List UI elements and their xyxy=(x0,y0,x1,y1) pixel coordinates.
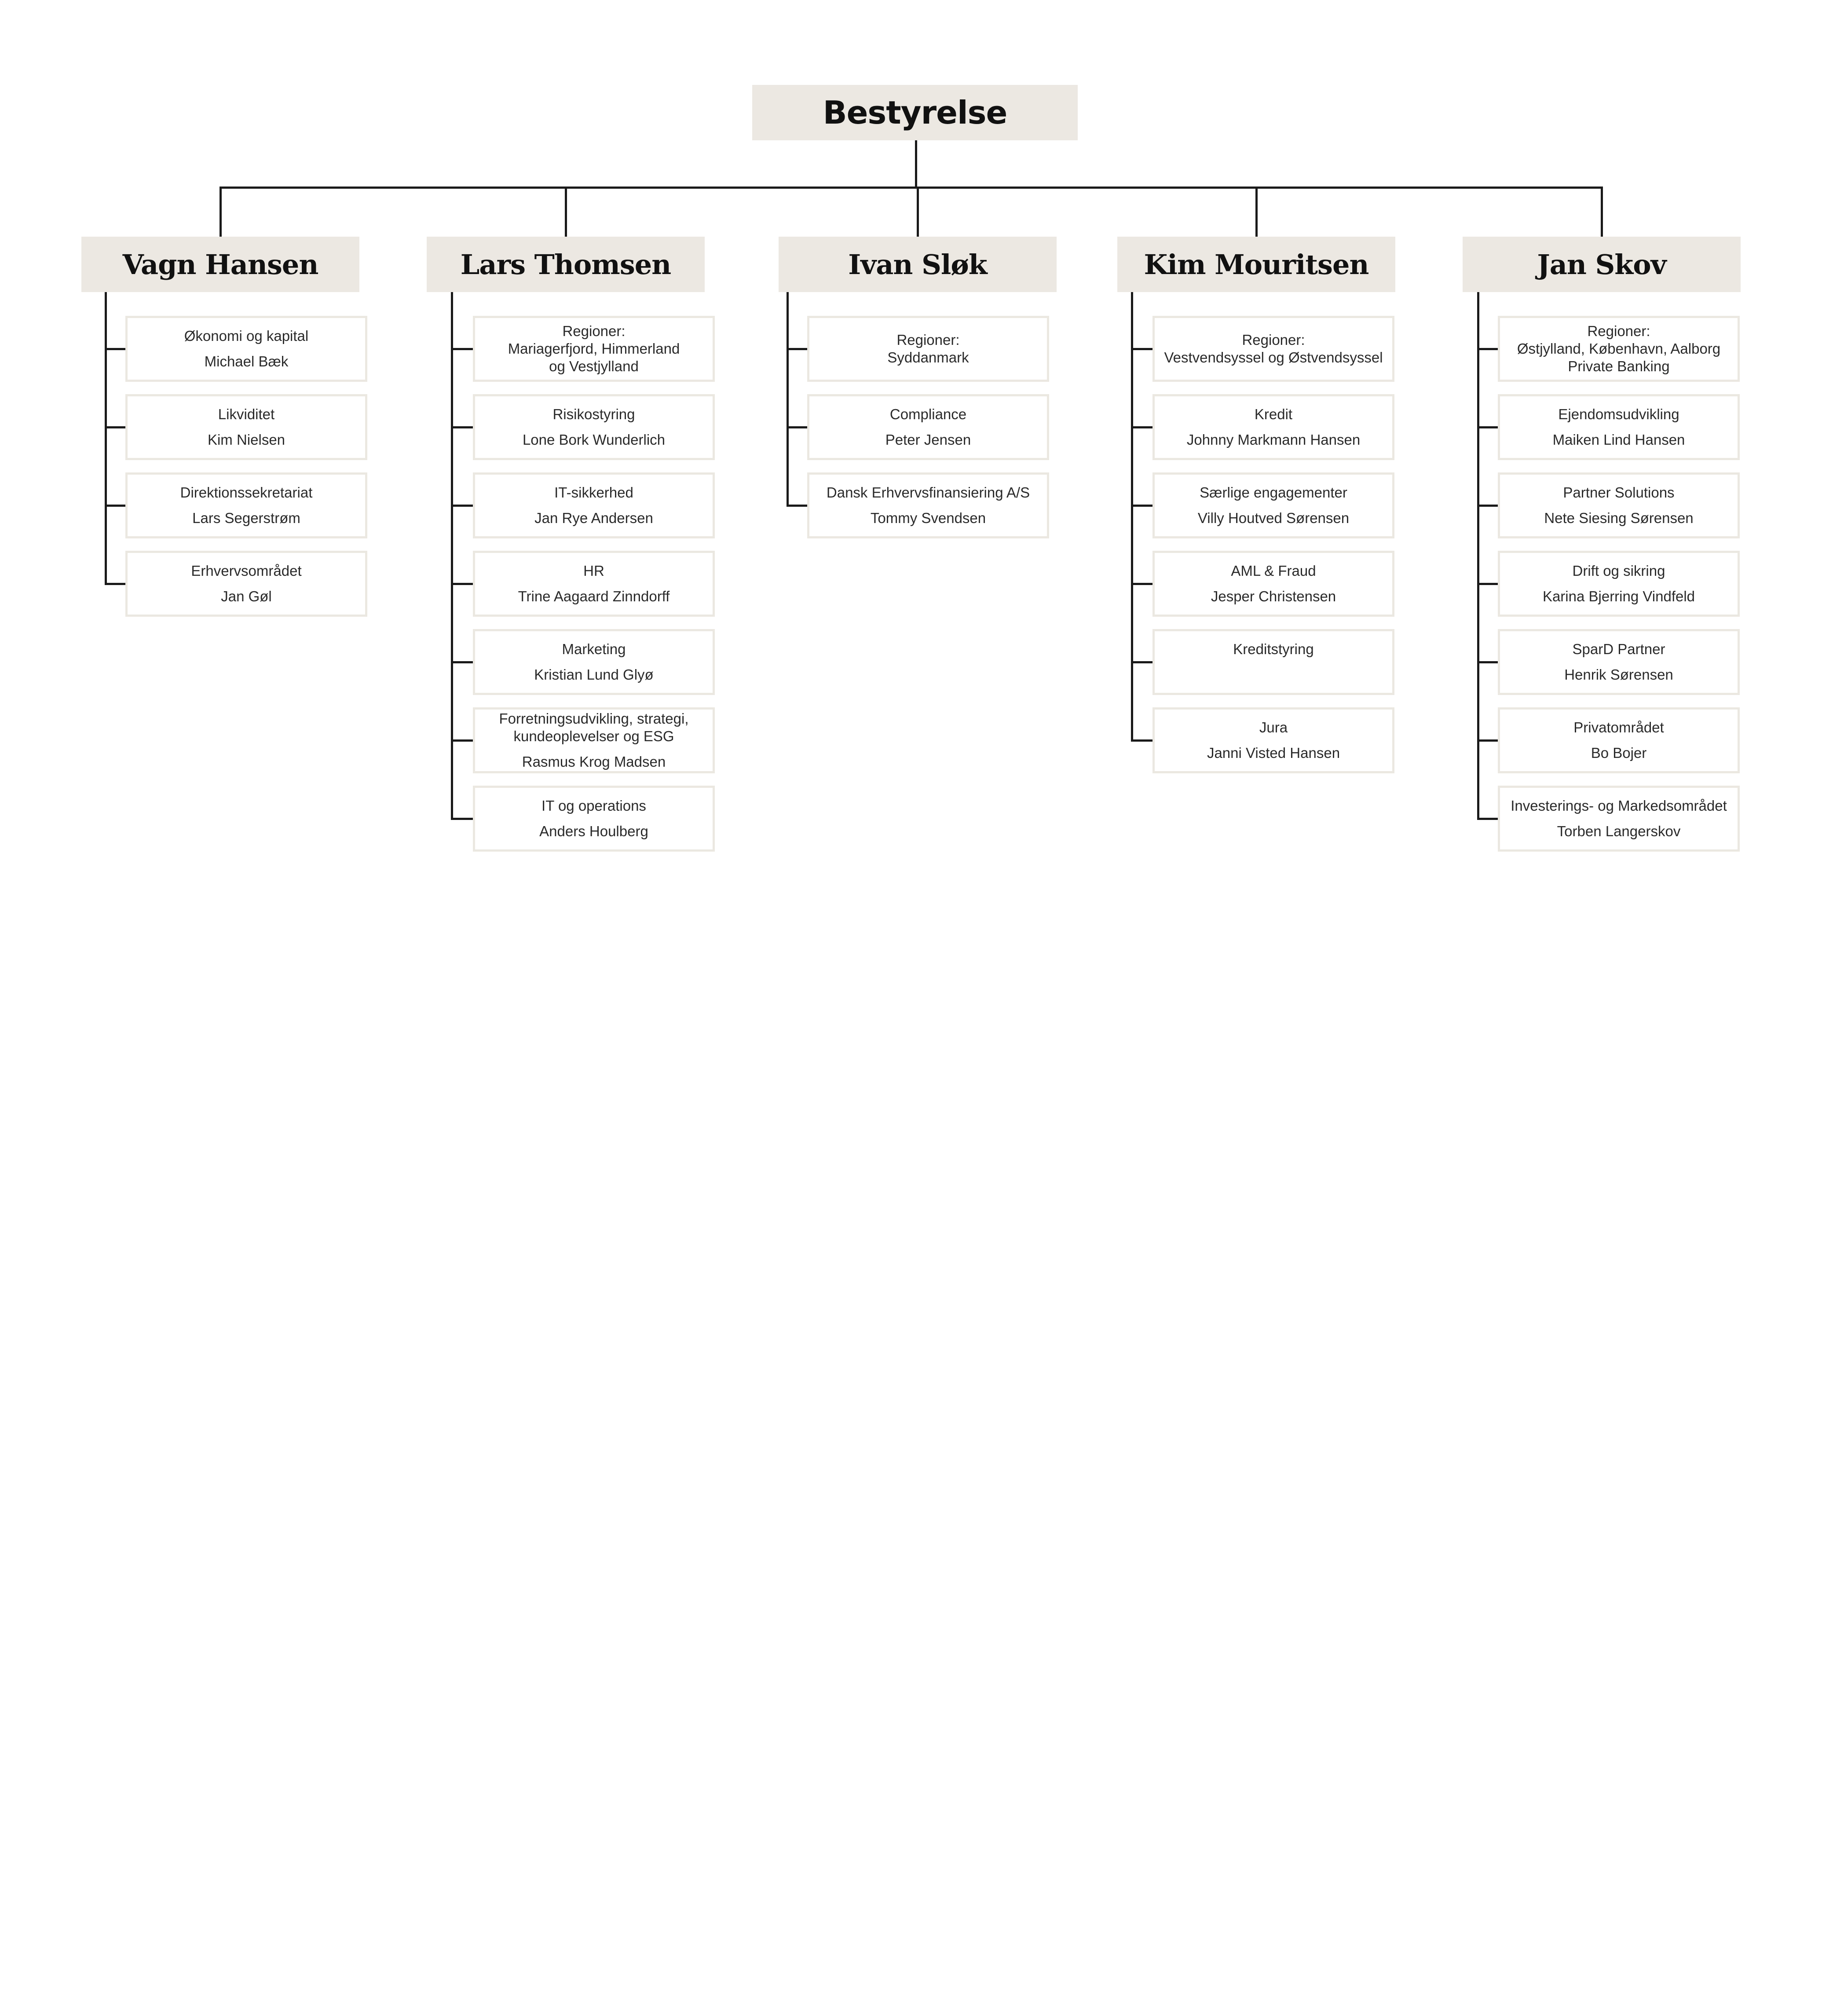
department-title: Compliance xyxy=(889,406,967,422)
department-box xyxy=(473,472,715,538)
department-head: Bo Bojer xyxy=(1591,745,1647,761)
executive-node xyxy=(1117,237,1395,292)
board-title: Bestyrelse xyxy=(823,94,1007,131)
department-head: Karina Bjerring Vindfeld xyxy=(1542,588,1695,604)
department-connector-line xyxy=(451,661,473,663)
department-title: AML & Fraud xyxy=(1231,563,1316,579)
department-connector-line xyxy=(1477,818,1498,820)
executive-node xyxy=(81,237,359,292)
executive-node xyxy=(1463,237,1741,292)
department-box xyxy=(1152,316,1394,382)
department-box xyxy=(125,316,367,382)
department-box xyxy=(807,316,1049,382)
department-spine-line xyxy=(787,292,789,506)
department-title: Risikostyring xyxy=(552,406,635,422)
executive-name: Ivan Sløk xyxy=(848,248,987,281)
department-title: HR xyxy=(583,563,604,579)
department-connector-line xyxy=(1477,739,1498,742)
department-title: Kreditstyring xyxy=(1233,641,1314,657)
department-title: Drift og sikring xyxy=(1572,563,1665,579)
department-box xyxy=(473,551,715,617)
department-head: Henrik Sørensen xyxy=(1564,666,1673,683)
department-title: Privatområdet xyxy=(1573,719,1664,735)
department-connector-line xyxy=(1477,505,1498,507)
department-connector-line xyxy=(105,426,125,428)
department-box xyxy=(1152,472,1394,538)
department-title: Jura xyxy=(1259,719,1288,735)
department-box xyxy=(1498,394,1740,460)
department-title: Regioner: Vestvendsyssel og Østvendsyssel xyxy=(1164,332,1383,366)
department-box xyxy=(1152,551,1394,617)
department-box xyxy=(807,394,1049,460)
department-box xyxy=(1152,629,1394,695)
department-connector-line xyxy=(451,583,473,585)
department-connector-line xyxy=(1477,426,1498,428)
department-connector-line xyxy=(787,348,807,350)
department-box xyxy=(1498,551,1740,617)
department-box xyxy=(1498,786,1740,852)
department-head: Lone Bork Wunderlich xyxy=(522,432,666,448)
department-title: Regioner: Mariagerfjord, Himmerland og Vestjylland xyxy=(508,323,680,374)
department-head: Michael Bæk xyxy=(204,353,289,370)
department-box xyxy=(125,472,367,538)
department-head: Villy Houtved Sørensen xyxy=(1197,510,1350,526)
department-title: Økonomi og kapital xyxy=(184,328,309,344)
department-connector-line xyxy=(451,505,473,507)
department-head: Torben Langerskov xyxy=(1557,823,1681,839)
executive-connector-line xyxy=(565,187,567,237)
department-title: Likviditet xyxy=(218,406,275,422)
department-title: Dansk Erhvervsfinansiering A/S xyxy=(826,484,1030,501)
department-connector-line xyxy=(1131,426,1152,428)
department-head: Jan Rye Andersen xyxy=(534,510,653,526)
board-node xyxy=(752,85,1078,140)
department-connector-line xyxy=(451,818,473,820)
department-head: Nete Siesing Sørensen xyxy=(1544,510,1694,526)
department-head: Peter Jensen xyxy=(885,432,971,448)
department-head: Kim Nielsen xyxy=(207,432,285,448)
department-box xyxy=(1498,707,1740,773)
department-title: Direktionssekretariat xyxy=(180,484,313,501)
department-connector-line xyxy=(1131,348,1152,350)
department-head: Lars Segerstrøm xyxy=(192,510,300,526)
department-spine-line xyxy=(105,292,107,585)
department-box xyxy=(1498,316,1740,382)
department-title: Erhvervsområdet xyxy=(191,563,302,579)
executive-name: Vagn Hansen xyxy=(122,248,318,281)
department-title: IT og operations xyxy=(541,798,646,814)
department-connector-line xyxy=(105,348,125,350)
department-box xyxy=(1498,629,1740,695)
executive-node xyxy=(779,237,1057,292)
department-title: Partner Solutions xyxy=(1563,484,1675,501)
executive-name: Jan Skov xyxy=(1537,248,1666,281)
board-horizontal-line xyxy=(220,187,1603,189)
department-head: Tommy Svendsen xyxy=(870,510,986,526)
department-connector-line xyxy=(451,426,473,428)
department-title: Investerings- og Markedsområdet xyxy=(1511,798,1727,814)
department-box xyxy=(473,707,715,773)
department-title: IT-sikkerhed xyxy=(554,484,633,501)
department-connector-line xyxy=(451,739,473,742)
department-box xyxy=(125,394,367,460)
department-connector-line xyxy=(451,348,473,350)
department-head: Jan Gøl xyxy=(221,588,272,604)
department-head: Jesper Christensen xyxy=(1211,588,1336,604)
department-title: Forretningsudvikling, strategi, kundeoplevelser og ESG xyxy=(499,710,689,744)
department-title: SparD Partner xyxy=(1572,641,1665,657)
department-head: Rasmus Krog Madsen xyxy=(522,754,666,770)
department-head: Janni Visted Hansen xyxy=(1207,745,1340,761)
department-box xyxy=(1152,394,1394,460)
executive-name: Kim Mouritsen xyxy=(1144,248,1369,281)
department-title: Regioner: Østjylland, København, Aalborg Private Banking xyxy=(1517,323,1721,374)
department-box xyxy=(473,394,715,460)
department-box xyxy=(473,316,715,382)
department-box xyxy=(1498,472,1740,538)
department-connector-line xyxy=(1131,505,1152,507)
department-connector-line xyxy=(787,505,807,507)
department-title: Ejendomsudvikling xyxy=(1558,406,1679,422)
executive-connector-line xyxy=(917,187,919,237)
department-title: Særlige engagementer xyxy=(1200,484,1347,501)
department-connector-line xyxy=(1477,661,1498,663)
department-box xyxy=(473,629,715,695)
department-box xyxy=(1152,707,1394,773)
department-spine-line xyxy=(1131,292,1133,741)
department-box xyxy=(473,786,715,852)
department-box xyxy=(125,551,367,617)
board-connector-line xyxy=(915,140,917,188)
department-title: Kredit xyxy=(1254,406,1293,422)
department-connector-line xyxy=(1477,583,1498,585)
executive-node xyxy=(427,237,705,292)
department-head: Trine Aagaard Zinndorff xyxy=(518,588,670,604)
department-connector-line xyxy=(1477,348,1498,350)
department-connector-line xyxy=(105,505,125,507)
department-head: Kristian Lund Glyø xyxy=(534,666,654,683)
department-head: Anders Houlberg xyxy=(539,823,648,839)
executive-connector-line xyxy=(1601,187,1603,237)
department-title: Regioner: Syddanmark xyxy=(887,332,969,366)
department-connector-line xyxy=(1131,583,1152,585)
department-head: Johnny Markmann Hansen xyxy=(1186,432,1361,448)
department-head: Maiken Lind Hansen xyxy=(1552,432,1685,448)
department-connector-line xyxy=(1131,661,1152,663)
executive-connector-line xyxy=(1255,187,1258,237)
department-title: Marketing xyxy=(562,641,626,657)
executive-name: Lars Thomsen xyxy=(460,248,671,281)
executive-connector-line xyxy=(220,187,222,237)
department-box xyxy=(807,472,1049,538)
department-connector-line xyxy=(787,426,807,428)
department-connector-line xyxy=(105,583,125,585)
department-connector-line xyxy=(1131,739,1152,742)
